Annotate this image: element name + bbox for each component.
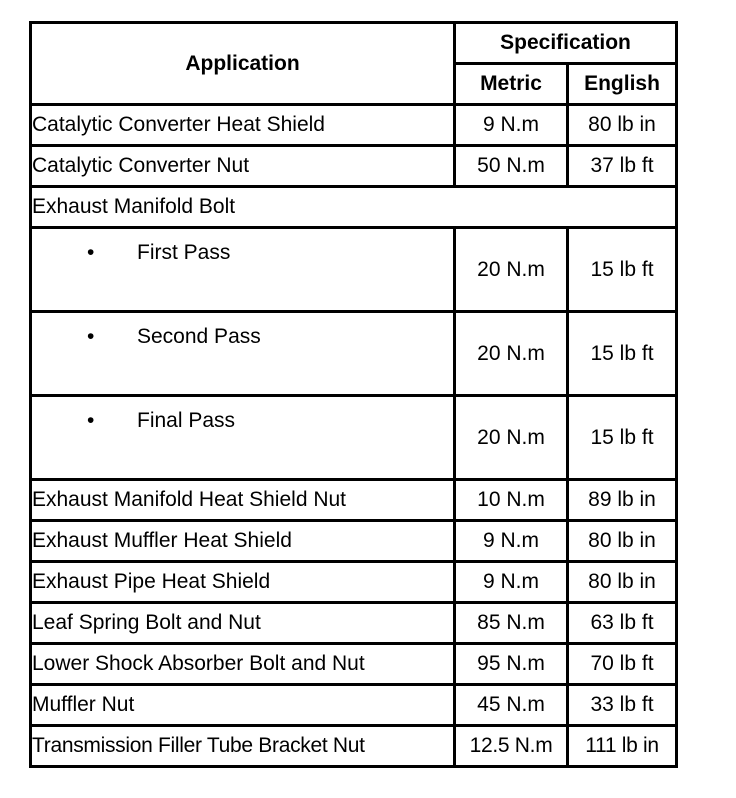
application-header: Application [31,23,455,105]
metric-cell: 20 N.m [455,396,568,480]
table-row-group-heading [31,187,677,228]
table-row-step [31,396,677,480]
step-label: Final Pass [137,409,236,432]
table-row [31,480,677,521]
step-label: Second Pass [137,325,261,348]
table-row-step [31,312,677,396]
application-cell: Exhaust Muffler Heat Shield [31,521,455,562]
metric-cell: 20 N.m [455,228,568,312]
metric-cell: 10 N.m [455,480,568,521]
application-cell: Leaf Spring Bolt and Nut [31,603,455,644]
metric-cell: 20 N.m [455,312,568,396]
metric-cell: 95 N.m [455,644,568,685]
table-row [31,146,677,187]
english-cell: 33 lb ft [568,685,677,726]
table-row [31,521,677,562]
bullet-icon: • [87,325,95,348]
metric-cell: 9 N.m [455,562,568,603]
metric-cell: 12.5 N.m [455,726,568,767]
metric-cell: 85 N.m [455,603,568,644]
table-row [31,562,677,603]
bullet-icon: • [87,241,95,264]
english-cell: 15 lb ft [568,228,677,312]
english-cell: 63 lb ft [568,603,677,644]
application-cell: Catalytic Converter Heat Shield [31,105,455,146]
application-cell: Exhaust Manifold Heat Shield Nut [31,480,455,521]
english-cell: 80 lb in [568,105,677,146]
specification-header: Specification [455,23,677,64]
step-label: First Pass [137,241,231,264]
english-cell: 15 lb ft [568,312,677,396]
english-cell: 70 lb ft [568,644,677,685]
english-cell: 37 lb ft [568,146,677,187]
english-header: English [568,64,677,105]
application-cell: Transmission Filler Tube Bracket Nut [31,726,455,767]
metric-cell: 9 N.m [455,105,568,146]
metric-cell: 45 N.m [455,685,568,726]
step-cell [31,312,455,396]
table-row [31,685,677,726]
english-cell: 80 lb in [568,562,677,603]
english-cell: 80 lb in [568,521,677,562]
english-cell: 111 lb in [568,726,677,767]
application-cell: Catalytic Converter Nut [31,146,455,187]
table-row [31,726,677,767]
table-row-step [31,228,677,312]
step-cell [31,228,455,312]
table-row [31,644,677,685]
metric-header: Metric [455,64,568,105]
header-row-top [31,23,677,64]
application-cell: Exhaust Pipe Heat Shield [31,562,455,603]
application-group-cell: Exhaust Manifold Bolt [31,187,677,228]
metric-cell: 9 N.m [455,521,568,562]
bullet-icon: • [87,409,95,432]
table-row [31,603,677,644]
english-cell: 89 lb in [568,480,677,521]
metric-cell: 50 N.m [455,146,568,187]
torque-spec-table [29,21,678,768]
application-cell: Lower Shock Absorber Bolt and Nut [31,644,455,685]
application-cell: Muffler Nut [31,685,455,726]
step-cell [31,396,455,480]
english-cell: 15 lb ft [568,396,677,480]
table-row [31,105,677,146]
